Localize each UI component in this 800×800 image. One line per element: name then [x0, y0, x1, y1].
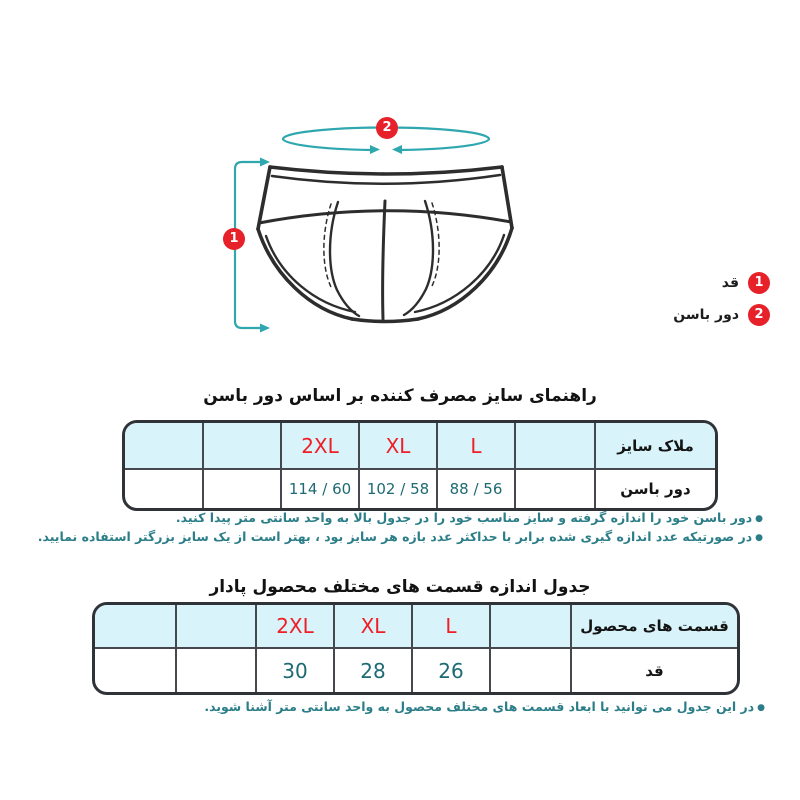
- empty-cell: [490, 648, 571, 692]
- product-parts-label: قسمت های محصول: [571, 605, 737, 648]
- legend-row-height: [722, 272, 770, 294]
- empty-cell: [203, 423, 281, 469]
- empty-cell: [95, 605, 176, 648]
- empty-cell: [125, 469, 203, 508]
- briefs-drawing: [258, 167, 512, 322]
- note-line: ●دور باسن خود را اندازه گرفته و سایز مناسب خود را در جدول بالا به واحد سانتی متر پیدا کنید.: [175, 510, 763, 525]
- hip-value-l: 88 / 56: [437, 469, 515, 508]
- legend-label-height: قد: [721, 275, 739, 291]
- parts-table-value-row: [95, 648, 737, 692]
- parts-table-note: ●در این جدول می توانید با ابعاد قسمت های مختلف محصول به واحد سانتی متر آشنا شوید.: [204, 699, 765, 714]
- size-header-2xl: 2XL: [281, 423, 359, 469]
- empty-cell: [203, 469, 281, 508]
- empty-cell: [490, 605, 571, 648]
- legend-row-hip: [673, 304, 770, 326]
- legend-badge-1: 1: [748, 272, 770, 294]
- hip-row-label: دور باسن: [595, 469, 715, 508]
- bullet-dot: ●: [755, 514, 763, 524]
- parts-table-title: جدول اندازه قسمت های مختلف محصول پادار: [209, 577, 591, 597]
- size-guide-notes: [38, 509, 763, 547]
- empty-cell: [515, 423, 595, 469]
- parts-table-header-row: [95, 605, 737, 648]
- size-header-l: L: [437, 423, 515, 469]
- product-parts-table: [92, 602, 740, 695]
- measure-badge-2: 2: [376, 117, 398, 139]
- length-value-2xl: 30: [256, 648, 334, 692]
- measure-badge-1: 1: [223, 228, 245, 250]
- empty-cell: [515, 469, 595, 508]
- length-row-label: قد: [571, 648, 737, 692]
- length-value-l: 26: [412, 648, 490, 692]
- length-value-xl: 28: [334, 648, 412, 692]
- bullet-dot: ●: [757, 703, 765, 713]
- hip-arrowheads: [370, 145, 402, 154]
- size-header-xl: XL: [359, 423, 437, 469]
- size-header-xl: XL: [334, 605, 412, 648]
- hip-table-header-row: [125, 423, 715, 469]
- note-line: ●در صورتیکه عدد اندازه گیری شده برابر با حداکثر عدد بازه هر سایز بود ، بهتر است از یک سایز بزرگتر استفاده نمایید.: [37, 529, 763, 544]
- hip-value-xl: 102 / 58: [359, 469, 437, 508]
- empty-cell: [125, 423, 203, 469]
- size-header-l: L: [412, 605, 490, 648]
- briefs-measure-diagram: [195, 105, 525, 350]
- hip-table-value-row: [125, 469, 715, 508]
- empty-cell: [95, 648, 176, 692]
- size-criterion-label: ملاک سایز: [595, 423, 715, 469]
- legend-label-hip: دور باسن: [673, 307, 739, 323]
- legend-badge-2: 2: [748, 304, 770, 326]
- size-guide-title: راهنمای سایز مصرف کننده بر اساس دور باسن: [203, 386, 597, 406]
- hip-value-2xl: 114 / 60: [281, 469, 359, 508]
- empty-cell: [176, 648, 256, 692]
- hip-size-table: [122, 420, 718, 511]
- size-header-2xl: 2XL: [256, 605, 334, 648]
- empty-cell: [176, 605, 256, 648]
- bullet-dot: ●: [755, 533, 763, 543]
